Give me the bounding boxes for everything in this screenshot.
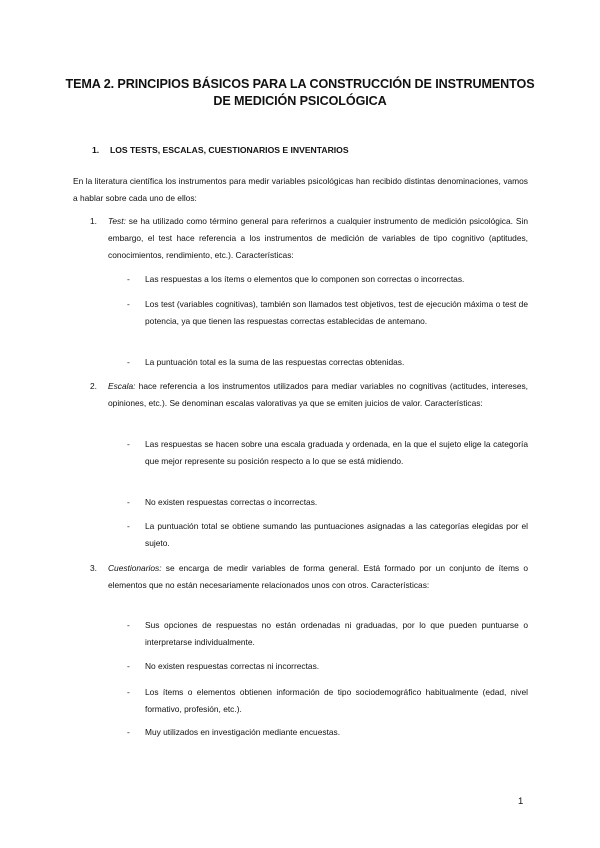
item-escala bbox=[108, 378, 528, 412]
section-title: LOS TESTS, ESCALAS, CUESTIONARIOS E INVENTARIOS bbox=[110, 145, 349, 155]
item-test bbox=[108, 213, 528, 264]
intro-paragraph: En la literatura científica los instrumentos para medir variables psicológicas han recibido distintas denominaciones, vamos a hablar sobre cada uno de ellos: bbox=[73, 176, 528, 203]
dash-marker: - bbox=[127, 521, 130, 531]
title-line-1: TEMA 2. PRINCIPIOS BÁSICOS PARA LA CONSTRUCCIÓN DE INSTRUMENTOS bbox=[65, 77, 535, 91]
bullet-item: No existen respuestas correctas o incorrectas. bbox=[145, 497, 318, 507]
dash-marker: - bbox=[127, 274, 130, 284]
section-number: 1. bbox=[92, 145, 100, 155]
bullet-item: No existen respuestas correctas ni incorrectas. bbox=[145, 661, 320, 671]
item-number: 2. bbox=[90, 381, 97, 391]
bullet-item: Las respuestas a los ítems o elementos que lo componen son correctas o incorrectas. bbox=[145, 274, 465, 284]
item-term: Escala: bbox=[108, 381, 136, 391]
dash-marker: - bbox=[127, 357, 130, 367]
section-heading bbox=[92, 145, 349, 155]
bullet-item: Los ítems o elementos obtienen información de tipo sociodemográfico habitualmente (edad, nivel formativo, profesión, etc.). bbox=[145, 687, 528, 714]
dash-marker: - bbox=[127, 439, 130, 449]
bullet-item: Muy utilizados en investigación mediante encuestas. bbox=[145, 727, 341, 737]
page-title bbox=[40, 76, 560, 110]
item-description: se encarga de medir variables de forma general. Está formado por un conjunto de ítems o elementos que no están necesariamente relacionados unos con otros. Características: bbox=[108, 563, 528, 590]
dash-marker: - bbox=[127, 661, 130, 671]
bullet-item: Los test (variables cognitivas), también son llamados test objetivos, test de ejecución máxima o test de potencia, ya que tienen las respuestas correctas establecidas de antemano. bbox=[145, 299, 528, 326]
item-term: Cuestionarios: bbox=[108, 563, 162, 573]
item-number: 3. bbox=[90, 563, 97, 573]
item-description: se ha utilizado como término general para referirnos a cualquier instrumento de medición psicológica. Sin embargo, el test hace referencia a los instrumentos de medición de variables de tipo cognitivo (aptitudes, conocimientos, rendimiento, etc.). Características: bbox=[108, 216, 528, 260]
item-term: Test: bbox=[108, 216, 126, 226]
bullet-item: Las respuestas se hacen sobre una escala graduada y ordenada, en la que el sujeto elige la categoría que mejor represente su posición respecto a lo que se está midiendo. bbox=[145, 439, 528, 466]
item-description: hace referencia a los instrumentos utilizados para mediar variables no cognitivas (actitudes, intereses, opiniones, etc.). Se denominan escalas valorativas ya que se emiten juicios de valor. Características: bbox=[108, 381, 528, 408]
bullet-item: Sus opciones de respuestas no están ordenadas ni graduadas, por lo que pueden puntuarse o interpretarse individualmente. bbox=[145, 620, 528, 647]
title-line-2: DE MEDICIÓN PSICOLÓGICA bbox=[213, 94, 387, 108]
dash-marker: - bbox=[127, 687, 130, 697]
bullet-item: La puntuación total es la suma de las respuestas correctas obtenidas. bbox=[145, 357, 405, 367]
dash-marker: - bbox=[127, 620, 130, 630]
bullet-item: La puntuación total se obtiene sumando las puntuaciones asignadas a las categorías elegidas por el sujeto. bbox=[145, 521, 528, 548]
page-number: 1 bbox=[518, 796, 524, 807]
item-number: 1. bbox=[90, 216, 97, 226]
dash-marker: - bbox=[127, 727, 130, 737]
item-cuestionarios bbox=[108, 560, 528, 594]
dash-marker: - bbox=[127, 497, 130, 507]
dash-marker: - bbox=[127, 299, 130, 309]
